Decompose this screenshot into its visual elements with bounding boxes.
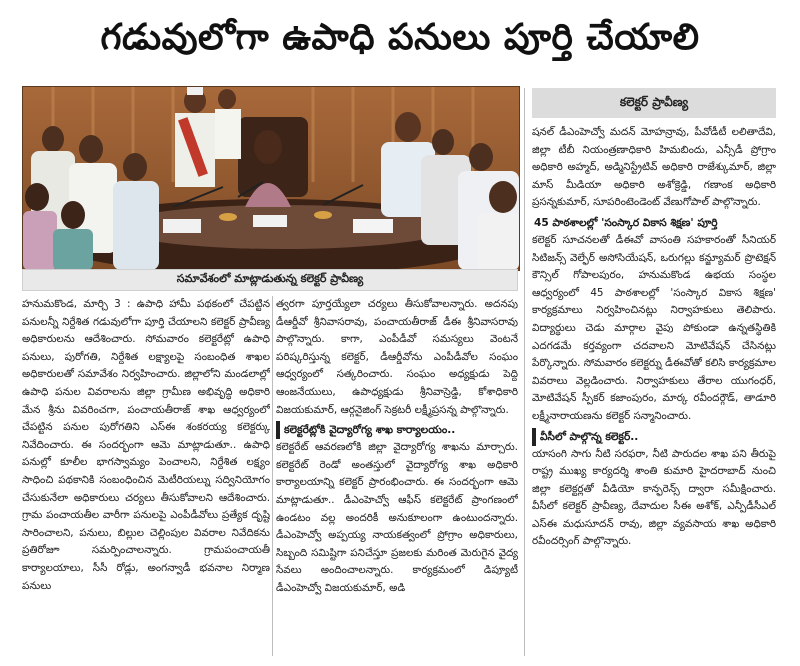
article-paragraph: షనల్ డీఎంహెచ్వో మదన్ మోహన్రావు, పీవోడీటీ లలితాదేవి, జిల్లా టీబీ నియంత్రణాధికారి హిమబిందు, ఎన్సీడీ ప్రోగ్రాం అధికారి అహ్మద్, అడ్మినిస్ట్రేటివ్ అధికారి రాజేశ్కుమార్, జిల్లా మాస్ మీడియా అధికారి అశోక్రెడ్డి, గణాంక అధికారి ప్రసన్నకుమార్, సూపరింటెండెంట్ వేణుగోపాల్ పాల్గొన్నారు. (532, 126, 776, 209)
meeting-photo-illustration (23, 87, 519, 270)
subheading: వీసీలో పాల్గొన్న కలెక్టర్.. (532, 428, 776, 446)
headline: గడువులోగా ఉపాధి పనులు పూర్తి చేయాలి (100, 17, 700, 58)
article-paragraph: కలెక్టర్ సూచనలతో డీఈవో వాసంతి సహకారంతో సీనియర్ సిటిజన్స్ వెల్ఫేర్ అసోసియేషన్, ఒరుగల్లు కన్జ్యూమర్ ప్రొటెక్షన్ కౌన్సిల్ గోపాలపురం, హనుమకొండ ఉభయ సంస్థల ఆధ్వర్యంలో 45 పాఠశాలల్లో 'సంస్కార వికాస శిక్షణ' కార్యక్రమాలు నిర్వహించినట్లు నిర్వాహకులు తెలిపారు. విద్యార్థులు చెడు మార్గాల వైపు పోకుండా ఉన్నతస్థితికి ఎదగడమే కర్తవ్యంగా చదవాలని మోటివేషన్ చేసినట్లు పేర్కొన్నారు. సోమవారం కలెక్టర్ను డీఈవోతో కలిసి కార్యక్రమాల వివరాలు వెల్లడించారు. నిర్వాహకులు తేరాల యుగంధర్, మోటివేషన్ స్పీకర్ కజాంపురం, మార్క రవీందర్గౌడ్, తాడూరి లక్ష్మీనారాయణను కలెక్టర్ సన్మానించారు. (532, 233, 776, 422)
column-1 (22, 296, 270, 656)
column-divider (524, 88, 525, 656)
column-divider (272, 296, 273, 656)
subheading: 45 పాఠశాలల్లో 'సంస్కార వికాస శిక్షణ' పూర్తి (534, 216, 718, 229)
photo-caption: సమావేశంలో మాట్లాడుతున్న కలెక్టర్ ప్రావీణ్య (22, 269, 518, 291)
article-paragraph: త్వరగా పూర్తయ్యేలా చర్యలు తీసుకోవాలన్నారు. అదనపు డీఆర్డీవో శ్రీనివాసరావు, పంచాయతీరాజ్ డీఈ శ్రీనివాసరావు పాల్గొన్నారు. కాగా, ఎంపీడీవో సమస్యలు వెంటనే పరిష్కరిస్తున్న కలెక్టర్, డీఆర్డీవోను ఎంపీడీవోల సంఘం ఆధ్వర్యంలో సత్కరించారు. సంఘం అధ్యక్షుడు పెద్ది ఆంజనేయులు, ఉపాధ్యక్షుడు శ్రీనివాస్రెడ్డి, కోశాధికారి విజయకుమార్, ఆర్గనైజింగ్ సెక్రటరీ లక్ష్మీప్రసన్న పాల్గొన్నారు. (276, 298, 518, 416)
article-paragraph: హనుమకొండ, మార్చి 3 : ఉపాధి హామీ పథకంలో చేపట్టిన పనులన్నీ నిర్దేశిత గడువులోగా పూర్తి చేయాలని కలెక్టర్ ప్రావీణ్య అధికారులను ఆదేశించారు. సోమవారం కలెక్టరేట్లో ఉపాధి పనులు, పురోగతి, నిర్దేశిత లక్ష్యాలపై సంబంధిత శాఖల అధికారులతో సమావేశం నిర్వహించారు. జిల్లాలోని మండలాల్లో ఉపాధి పనుల వివరాలను జిల్లా గ్రామీణ అభివృద్ధి అధికారి మేన శ్రీను వివరించగా, పంచాయతీరాజ్ శాఖ ఆధ్వర్యంలో చేపట్టిన పనుల పురోగతిని ఎస్ఈ శంకరయ్య కలెక్టర్కు నివేదించారు. ఈ సందర్భంగా ఆమె మాట్లాడుతూ.. ఉపాధి పనుల్లో కూలీల భాగస్వామ్యం పెంచాలని, నిర్దేశిత లక్ష్యం సాధించి పథకానికి సంబంధించిన మెటీరియల్ను సద్వినియోగం చేసుకునేలా అధికారులు చర్యలు తీసుకోవాలని ఆదేశించారు. గ్రామ పంచాయతీల వారీగా పనులపై ఎంపీడీవోలు ప్రత్యేక దృష్టి సారించాలని, పనులు, బిల్లుల చెల్లింపుల వివరాల నివేదికను ప్రతిరోజూ సమర్పించాలన్నారు. గ్రామపంచాయతీ కార్యాలయాలు, సీసీ రోడ్లు, అంగన్వాడీ భవనాల నిర్మాణ పనులు (22, 298, 270, 592)
byline: కలెక్టర్ ప్రావీణ్య (532, 88, 776, 118)
column-3 (532, 124, 776, 657)
article-paragraph: కలెక్టరేట్ ఆవరణలోకి జిల్లా వైద్యారోగ్య శాఖను మార్చారు. కలెక్టరేట్ రెండో అంతస్తులో వైద్యారోగ్య శాఖ అధికారి కార్యాలయాన్ని కలెక్టర్ ప్రారంభించారు. ఈ సందర్భంగా ఆమె మాట్లాడుతూ.. డీఎంహెచ్వో ఆఫీస్ కలెక్టరేట్ ప్రాంగణంలో ఉండటం వల్ల అందరికీ అనుకూలంగా ఉంటుందన్నారు. డీఎంహెచ్వో అప్పయ్య నాయకత్వంలో ప్రోగ్రాం అధికారులు, సిబ్బంది సమిష్టిగా పనిచేస్తూ ప్రజలకు మరింత మెరుగైన వైద్య సేవలు అందించాలన్నారు. కార్యక్రమంలో డిప్యూటీ డీఎంహెచ్వో విజయకుమార్, అడి (276, 441, 518, 594)
meeting-photo (22, 86, 520, 271)
subheading: కలెక్టరేట్లోకి వైద్యారోగ్య శాఖ కార్యాలయం.. (276, 421, 518, 439)
article-paragraph: యాసంగి సాగు నీటి సరఫరా, నీటి పారుదల శాఖ పని తీరుపై రాష్ట్ర ముఖ్య కార్యదర్శి శాంతి కుమారి హైదరాబాద్ నుంచి జిల్లా కలెక్టర్లతో వీడియో కాన్ఫరెన్స్ ద్వారా సమీక్షించారు. వీసీలో కలెక్టర్ ప్రావీణ్య, దేవాదుల సీఈ అశోక్, ఎన్పీడీసీఎల్ ఎస్ఈ మధుసూదన్ రావు, జిల్లా వ్యవసాయ శాఖ అధికారి రవీందర్సింగ్ పాల్గొన్నారు. (532, 447, 776, 548)
column-2 (276, 296, 518, 656)
